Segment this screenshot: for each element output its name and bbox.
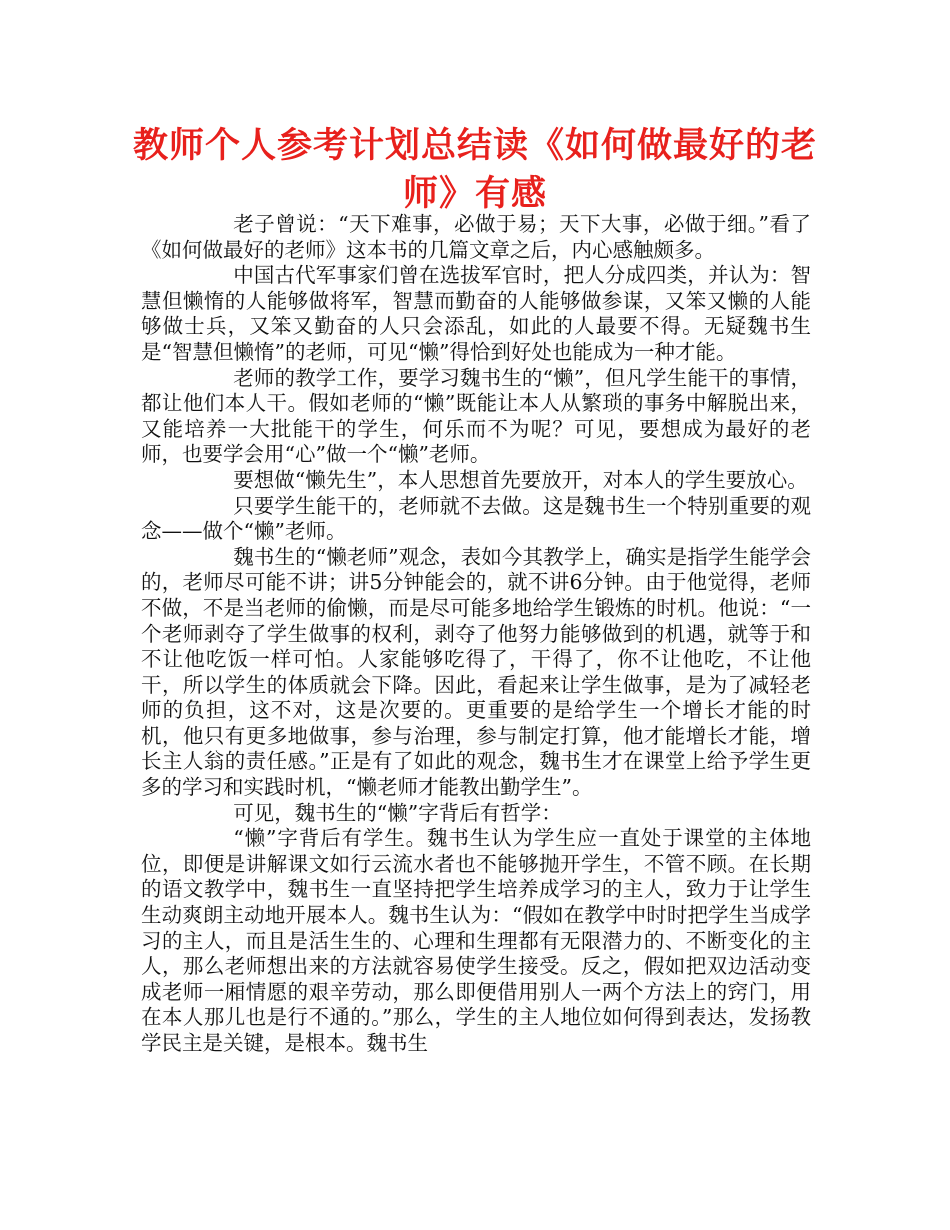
document-body [141, 212, 811, 1057]
document-title: 教师个人参考计划总结读《如何做最好的老师》有感 [132, 126, 817, 214]
paragraph-1: 老子曾说：“天下难事，必做于易；天下大事，必做于细。”看了《如何做最好的老师》这本书的几篇文章之后，内心感触颇多。 [141, 212, 811, 262]
paragraph-2: 中国古代军事家们曾在选拔军官时，把人分成四类，并认为：智慧但懒惰的人能够做将军，智慧而勤奋的人能够做参谋，又笨又懒的人能够做士兵，又笨又勤奋的人只会添乱，如此的人最要不得。无疑魏书生是“智慧但懒惰”的老师，可见“懒”得恰到好处也能成为一种才能。 [141, 263, 811, 364]
paragraph-4: 要想做“懒先生”，本人思想首先要放开，对本人的学生要放心。 [233, 467, 808, 492]
paragraph-6: 魏书生的“懒老师”观念，表如今其教学上，确实是指学生能学会的，老师尽可能不讲；讲5分钟能会的，就不讲6分钟。由于他觉得，老师不做，不是当老师的偷懒，而是尽可能多地给学生锻炼的时机。他说：“一个老师剥夺了学生做事的权利，剥夺了他努力能够做到的机遇，就等于和不让他吃饭一样可怕。人家能够吃得了，干得了，你不让他吃，不让他干，所以学生的体质就会下降。因此，看起来让学生做事，是为了减轻老师的负担，这不对，这是次要的。更重要的是给学生一个增长才能的时机，他只有更多地做事，参与治理，参与制定打算，他才能增长才能，增长主人翁的责任感。”正是有了如此的观念，魏书生才在课堂上给予学生更多的学习和实践时机，“懒老师才能教出勤学生”。 [141, 544, 811, 800]
paragraph-5: 只要学生能干的，老师就不去做。这是魏书生一个特别重要的观念——做个“懒”老师。 [141, 493, 811, 544]
paragraph-3: 老师的教学工作，要学习魏书生的“懒”，但凡学生能干的事情，都让他们本人干。假如老师的“懒”既能让本人从繁琐的事务中解脱出来，又能培养一大批能干的学生，何乐而不为呢？可见，要想成为最好的老师，也要学会用“心”做一个“懒”老师。 [141, 365, 811, 467]
paragraph-8: “懒”字背后有学生。魏书生认为学生应一直处于课堂的主体地位，即便是讲解课文如行云流水者也不能够抛开学生，不管不顾。在长期的语文教学中，魏书生一直坚持把学生培养成学习的主人，致力于让学生生动爽朗主动地开展本人。魏书生认为：“假如在教学中时时把学生当成学习的主人，而且是活生生的、心理和生理都有无限潜力的、不断变化的主人，那么老师想出来的方法就容易使学生接受。反之，假如把双边活动变成老师一厢情愿的艰辛劳动，那么即便借用别人一两个方法上的窍门，用在本人那儿也是行不通的。”那么，学生的主人地位如何得到表达，发扬教学民主是关键，是根本。魏书生 [141, 826, 811, 1055]
paragraph-7: 可见，魏书生的“懒”字背后有哲学： [233, 800, 562, 825]
